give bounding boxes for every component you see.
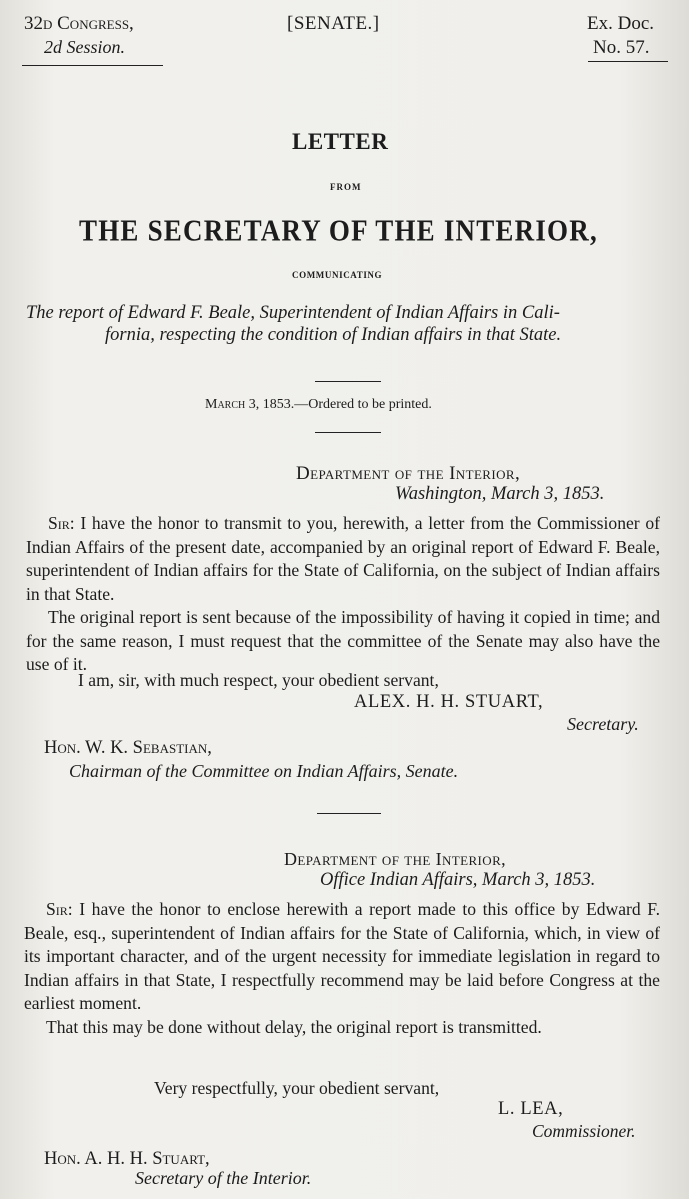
subject-line-2: fornia, respecting the condition of Indian affairs in that State. — [105, 325, 562, 345]
author-heading: THE SECRETARY OF THE INTERIOR, — [79, 213, 598, 248]
letter1-salutation: Sir: — [48, 513, 75, 533]
order-text: —Ordered to be printed. — [294, 397, 432, 412]
letter2-department: Department of the Interior, — [284, 849, 507, 869]
letter1-paragraph-1 — [26, 512, 660, 606]
letter2-salutation: Sir: — [46, 899, 73, 919]
title-rule-top — [315, 381, 381, 382]
letter2-place-date: Office Indian Affairs, March 3, 1853. — [320, 870, 596, 890]
letter1-addressee: Hon. W. K. Sebastian, — [44, 738, 212, 758]
letter1-paragraph-1-text: I have the honor to transmit to you, herewith, a letter from the Commissioner of Indian Affairs of the present date, accompanied by an original report of Edward F. Beale, superintendent of Indian affairs for the State of California, on the subject of Indian affairs in that State. — [26, 513, 660, 604]
header-left-rule — [22, 65, 163, 66]
letters-separator-rule — [317, 813, 381, 814]
letter1-department: Department of the Interior, — [296, 463, 521, 484]
letter1-signer: ALEX. H. H. STUART, — [354, 692, 544, 712]
communicating-label: COMMUNICATING — [292, 270, 383, 280]
letter2-signer-title: Commissioner. — [532, 1121, 636, 1141]
letter1-body — [26, 512, 660, 677]
chamber-label: [SENATE.] — [287, 13, 380, 34]
session-label: 2d Session. — [44, 37, 125, 57]
congress-label: 32d Congress, — [24, 13, 134, 34]
letter2-addressee-title: Secretary of the Interior. — [135, 1168, 312, 1188]
letter-heading: LETTER — [292, 129, 389, 154]
doc-type-label: Ex. Doc. — [587, 13, 655, 34]
subject-line-1: The report of Edward F. Beale, Superintendent of Indian Affairs in Cali- — [26, 303, 560, 323]
letter2-paragraph-1 — [24, 898, 660, 1016]
letter1-signer-title: Secretary. — [567, 714, 639, 734]
doc-number-label: No. 57. — [593, 37, 650, 58]
letter1-closing: I am, sir, with much respect, your obedient servant, — [78, 670, 439, 690]
letter1-paragraph-2: The original report is sent because of the impossibility of having it copied in time; and for the same reason, I must request that the committee of the Senate may also have the use of it. — [26, 607, 660, 674]
letter1-addressee-title: Chairman of the Committee on Indian Affairs, Senate. — [69, 761, 459, 781]
letter2-closing: Very respectfully, your obedient servant, — [154, 1078, 440, 1098]
order-line — [205, 397, 432, 413]
letter2-body — [24, 898, 660, 1039]
title-rule-bottom — [315, 432, 381, 433]
order-date: March 3, 1853. — [205, 397, 295, 412]
letter2-paragraph-1-text: I have the honor to enclose herewith a report made to this office by Edward F. Beale, esq., superintendent of Indian affairs for the State of California, which, in view of its important character, and of the urgent necessity for immediate legislation in regard to Indian affairs in that State, I respectfully recommend may be laid before Congress at the earliest moment. — [24, 899, 660, 1013]
header-right-rule — [588, 61, 668, 62]
letter2-paragraph-2: That this may be done without delay, the original report is transmitted. — [46, 1016, 542, 1037]
letter2-signer: L. LEA, — [498, 1099, 564, 1119]
letter1-place-date: Washington, March 3, 1853. — [395, 484, 605, 504]
letter2-addressee: Hon. A. H. H. Stuart, — [44, 1149, 210, 1169]
from-label: FROM — [330, 182, 362, 192]
